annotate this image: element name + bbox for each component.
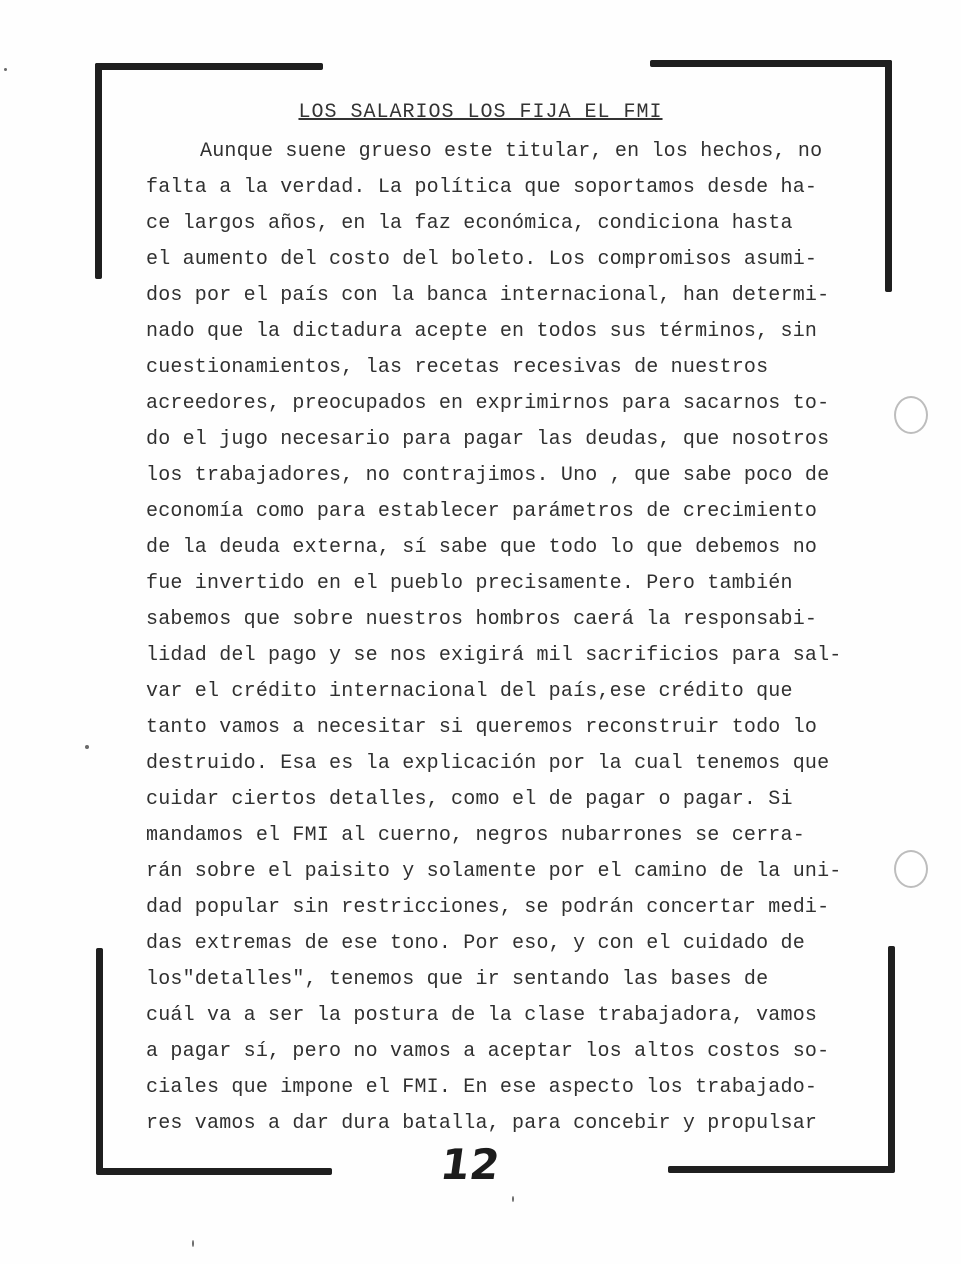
text-line: rán sobre el paisito y solamente por el camino de la uni- (146, 860, 842, 883)
frame-bottom-left-vertical (96, 948, 103, 1174)
text-line: de la deuda externa, sí sabe que todo lo que debemos no (146, 536, 818, 559)
text-line: fue invertido en el pueblo precisamente. Pero también (146, 572, 793, 595)
frame-top-right-horizontal (650, 60, 892, 67)
text-line: dos por el país con la banca internacional, han determi- (146, 284, 830, 307)
text-line: tanto vamos a necesitar si queremos reconstruir todo lo (146, 716, 818, 739)
text-line: do el jugo necesario para pagar las deudas, que nosotros (146, 428, 830, 451)
text-line: ciales que impone el FMI. En ese aspecto los trabajado- (146, 1076, 818, 1099)
punch-hole-lower (894, 850, 928, 888)
text-line: nado que la dictadura acepte en todos sus términos, sin (146, 320, 818, 343)
text-line: el aumento del costo del boleto. Los compromisos asumi- (146, 248, 818, 271)
text-line: res vamos a dar dura batalla, para concebir y propulsar (146, 1112, 818, 1135)
text-line: cuestionamientos, las recetas recesivas de nuestros (146, 356, 769, 379)
text-line: mandamos el FMI al cuerno, negros nubarrones se cerra- (146, 824, 805, 847)
text-line: das extremas de ese tono. Por eso, y con el cuidado de (146, 932, 805, 955)
text-line: economía como para establecer parámetros de crecimiento (146, 500, 818, 523)
ink-speck (4, 68, 7, 71)
text-line: Aunque suene grueso este titular, en los hechos, no (200, 140, 823, 163)
text-line: acreedores, preocupados en exprimirnos para sacarnos to- (146, 392, 830, 415)
ink-speck (85, 745, 89, 749)
text-line: cuidar ciertos detalles, como el de pagar o pagar. Si (146, 788, 793, 811)
text-line: a pagar sí, pero no vamos a aceptar los altos costos so- (146, 1040, 830, 1063)
text-line: ce largos años, en la faz económica, condiciona hasta (146, 212, 793, 235)
page-number: 12 (437, 1140, 503, 1189)
document-body (146, 134, 891, 1142)
text-line: dad popular sin restricciones, se podrán concertar medi- (146, 896, 830, 919)
frame-bottom-left-horizontal (96, 1168, 332, 1175)
text-line: destruido. Esa es la explicación por la cual tenemos que (146, 752, 830, 775)
text-line: los trabajadores, no contrajimos. Uno , que sabe poco de (146, 464, 830, 487)
ink-speck (512, 1196, 514, 1202)
document-title: LOS SALARIOS LOS FIJA EL FMI (298, 101, 663, 124)
text-line: var el crédito internacional del país,ese crédito que (146, 680, 793, 703)
text-line: cuál va a ser la postura de la clase trabajadora, vamos (146, 1004, 818, 1027)
punch-hole-upper (894, 396, 928, 434)
frame-bottom-right-horizontal (668, 1166, 895, 1173)
text-line: lidad del pago y se nos exigirá mil sacrificios para sal- (146, 644, 842, 667)
frame-top-left-horizontal (95, 63, 323, 70)
text-line: los"detalles", tenemos que ir sentando las bases de (146, 968, 769, 991)
frame-top-left-vertical (95, 63, 102, 279)
text-line: sabemos que sobre nuestros hombros caerá la responsabi- (146, 608, 818, 631)
ink-speck (192, 1240, 194, 1247)
text-line: falta a la verdad. La política que soportamos desde ha- (146, 176, 818, 199)
